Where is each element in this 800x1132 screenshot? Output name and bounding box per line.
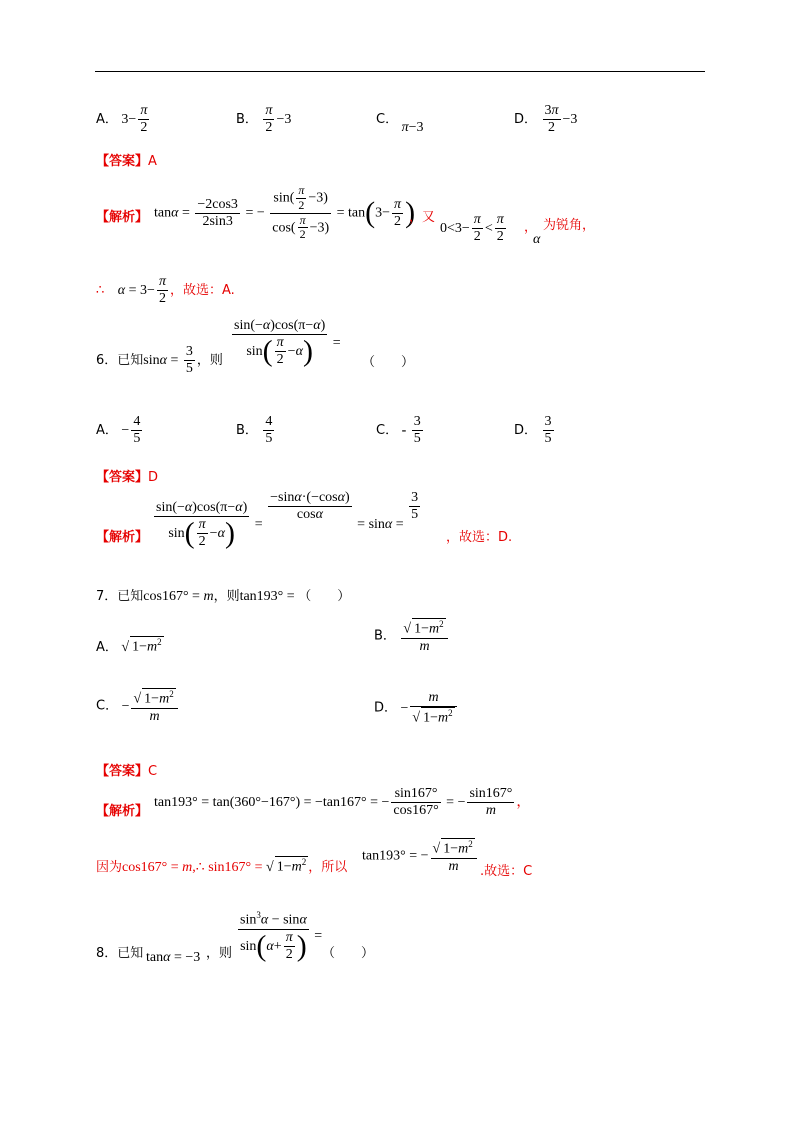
q5-option-a: A． 3− $\frac{\pi}{2}$ <box>96 103 148 136</box>
q5-option-b: B． $\frac{\pi}{2}$ −3 <box>236 103 292 136</box>
q5-alpha: α <box>533 232 541 247</box>
q7-analysis-line2: 因为cos167° = m,∴ sin167° = √ $1-m^2$ ，所以 <box>96 857 348 875</box>
answer-value: A <box>148 154 157 169</box>
option-label: D． <box>514 111 538 127</box>
q7-final-formula: tan193° = − $\frac{√ 1-m^2}{m}$ <box>362 838 479 875</box>
q5-option-c: C． π−3 <box>376 112 424 135</box>
q8-blank: （ ） <box>322 946 375 961</box>
header-rule <box>95 71 705 72</box>
q6-expression: sin(−α)cos(π−α) sin( $\frac{\pi}{2}$ −α) = <box>234 318 341 368</box>
q5-analysis-formula: tanα = $\frac{-2\cos 3}{2\sin 3}$ = − sin( $\frac{\pi}{2}$ −3) cos( $\frac{\pi}{2}$ −3) = tan(3− $\frac{\pi}{2}$ ) <box>154 183 416 242</box>
q6-blank: （ ） <box>362 355 415 370</box>
answer-tag: 【答案】 <box>96 154 149 169</box>
q6-option-d: D． $\frac{3}{5}$ <box>514 414 552 447</box>
analysis-tail: 为锐角， <box>543 218 596 233</box>
q7-answer: 【答案】C <box>96 764 158 779</box>
analysis-connector: ，又 <box>409 210 436 225</box>
q6-option-a: A． − $\frac{4}{5}$ <box>96 414 141 447</box>
q6-answer: 【答案】D <box>96 470 159 485</box>
option-label: A． <box>96 111 118 127</box>
q7-option-d: D． − $\frac{m}{√ 1-m^2}$ <box>374 690 459 727</box>
option-label: B． <box>236 111 258 127</box>
q6-option-c: C． - $\frac{3}{5}$ <box>376 414 421 447</box>
q7-conclusion: .故选：C <box>480 864 533 879</box>
q8-given: tanα = −3 <box>146 950 201 965</box>
q8-then: ，则 <box>206 946 233 961</box>
q5-comma: ， <box>524 220 538 235</box>
q6-analysis-tag: 【解析】 <box>96 530 149 545</box>
q7-option-b: B． $\frac{√ 1-m^2}{m}$ <box>374 618 450 655</box>
q7-analysis-formula: tan193° = tan(360°−167°) = −tan167° = − $\frac{\sin 167^\circ}{\cos 167^\circ}$ = − $\frac{\sin 167^\circ}{m}$ ， <box>154 786 531 819</box>
q5-analysis-tag: 【解析】 <box>96 210 149 225</box>
q5-conclusion: ∴ α = 3− $\frac{\pi}{2}$ ，故选：A. <box>96 274 235 307</box>
q6-option-b: B． $\frac{4}{5}$ <box>236 414 273 447</box>
q8-number: 8．已知 <box>96 946 144 961</box>
q5-range: 0<3− $\frac{\pi}{2}$ < $\frac{\pi}{2}$ <box>440 212 504 245</box>
q7-option-c: C． − $\frac{√ 1-m^2}{m}$ <box>96 688 180 725</box>
q7-stem: 7．已知cos167° = m，则tan193° = （ ） <box>96 589 351 604</box>
q6-analysis-formula: sin(−α)cos(π−α) sin( $\frac{\pi}{2}$ −α) = $\frac{-\sin\alpha\cdot(-\cos\alpha)}{\cos\alpha}$ = sinα = $\frac{3}{5}$ <box>156 490 419 550</box>
q7-option-a: A． √ $1-m^2$ <box>96 637 162 655</box>
q5-answer <box>96 150 157 170</box>
q5-option-d: D． $\frac{3\pi}{2}$ −3 <box>514 103 578 136</box>
q8-expression: $\sin^3\alpha - \sin\alpha$ sin(α+ $\frac{\pi}{2}$ ) = <box>240 910 323 963</box>
q6-stem: 6．已知sinα = $\frac{3}{5}$ ，则 <box>96 344 223 377</box>
q6-conclusion: ，故选：D. <box>446 530 513 545</box>
q7-analysis-tag: 【解析】 <box>96 804 149 819</box>
option-label: C． <box>376 112 399 127</box>
